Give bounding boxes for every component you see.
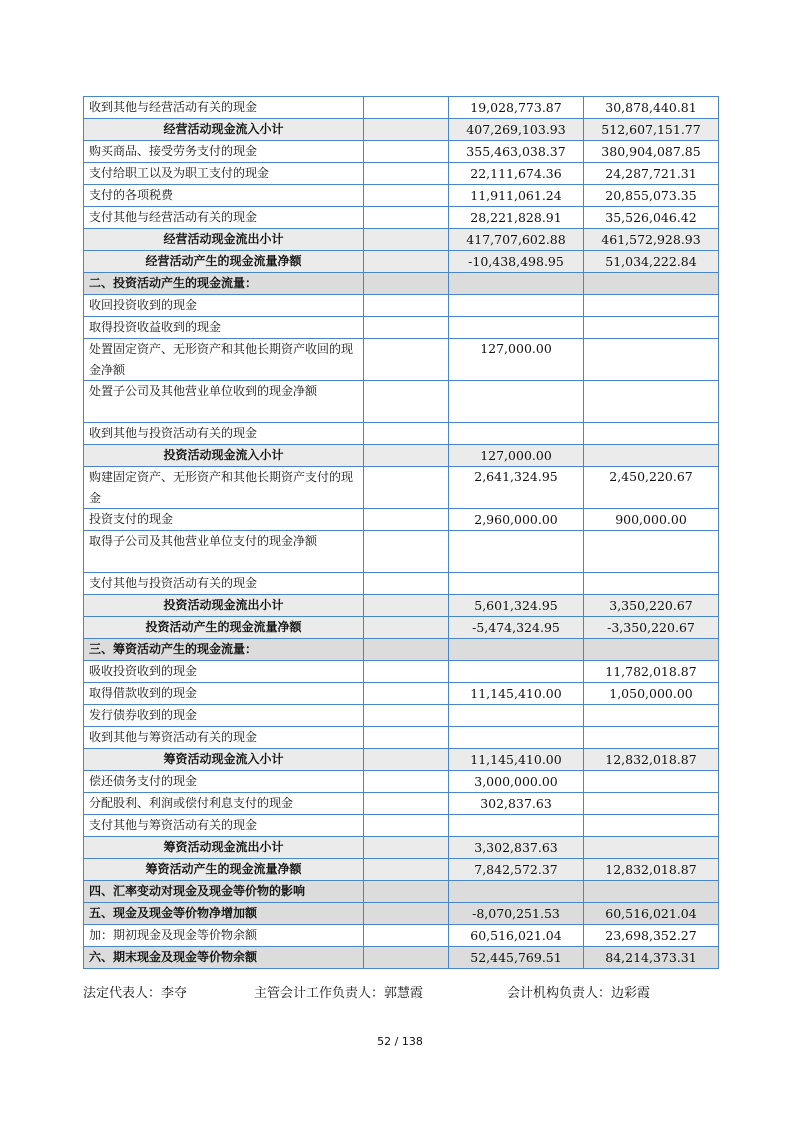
current-period-amount: 60,516,021.04 [449, 925, 584, 947]
previous-period-amount [584, 727, 719, 749]
previous-period-amount: 23,698,352.27 [584, 925, 719, 947]
current-period-amount [449, 423, 584, 445]
current-period-amount: -8,070,251.53 [449, 903, 584, 925]
previous-period-amount [584, 423, 719, 445]
note-cell [364, 339, 449, 381]
note-cell [364, 859, 449, 881]
current-period-amount [449, 531, 584, 573]
row-label: 支付其他与经营活动有关的现金 [84, 207, 364, 229]
table-row [84, 881, 719, 903]
previous-period-amount [584, 445, 719, 467]
current-period-amount: 127,000.00 [449, 445, 584, 467]
table-row [84, 815, 719, 837]
row-label: 支付给职工以及为职工支付的现金 [84, 163, 364, 185]
table-row [84, 163, 719, 185]
note-cell [364, 705, 449, 727]
previous-period-amount [584, 771, 719, 793]
current-period-amount: 28,221,828.91 [449, 207, 584, 229]
table-row [84, 509, 719, 531]
previous-period-amount [584, 573, 719, 595]
row-label: 收回投资收到的现金 [84, 295, 364, 317]
note-cell [364, 163, 449, 185]
current-period-amount [449, 381, 584, 423]
table-row [84, 639, 719, 661]
note-cell [364, 467, 449, 509]
row-label: 收到其他与投资活动有关的现金 [84, 423, 364, 445]
table-row [84, 531, 719, 573]
note-cell [364, 185, 449, 207]
table-row [84, 273, 719, 295]
note-cell [364, 639, 449, 661]
note-cell [364, 141, 449, 163]
table-row [84, 727, 719, 749]
note-cell [364, 573, 449, 595]
row-label: 购买商品、接受劳务支付的现金 [84, 141, 364, 163]
previous-period-amount [584, 815, 719, 837]
table-row [84, 837, 719, 859]
previous-period-amount [584, 339, 719, 381]
previous-period-amount: 12,832,018.87 [584, 749, 719, 771]
previous-period-amount: 380,904,087.85 [584, 141, 719, 163]
cash-flow-table-body [84, 97, 719, 969]
table-row [84, 317, 719, 339]
previous-period-amount: 12,832,018.87 [584, 859, 719, 881]
current-period-amount [449, 705, 584, 727]
current-period-amount [449, 639, 584, 661]
previous-period-amount: 35,526,046.42 [584, 207, 719, 229]
current-period-amount: 5,601,324.95 [449, 595, 584, 617]
row-label: 收到其他与经营活动有关的现金 [84, 97, 364, 119]
row-label: 吸收投资收到的现金 [84, 661, 364, 683]
note-cell [364, 295, 449, 317]
legal-representative: 法定代表人：李夺 [83, 986, 188, 1001]
current-period-amount: 7,842,572.37 [449, 859, 584, 881]
current-period-amount: 3,000,000.00 [449, 771, 584, 793]
previous-period-amount: 3,350,220.67 [584, 595, 719, 617]
row-label: 支付其他与筹资活动有关的现金 [84, 815, 364, 837]
note-cell [364, 925, 449, 947]
table-row [84, 859, 719, 881]
note-cell [364, 229, 449, 251]
table-row [84, 445, 719, 467]
row-label: 处置子公司及其他营业单位收到的现金净额 [84, 381, 364, 423]
row-label: 处置固定资产、无形资产和其他长期资产收回的现金净额 [84, 339, 364, 381]
table-row [84, 339, 719, 381]
current-period-amount: 3,302,837.63 [449, 837, 584, 859]
previous-period-amount: 30,878,440.81 [584, 97, 719, 119]
row-label: 取得投资收益收到的现金 [84, 317, 364, 339]
row-label: 投资活动现金流入小计 [84, 445, 364, 467]
row-label: 发行债券收到的现金 [84, 705, 364, 727]
current-period-amount: 417,707,602.88 [449, 229, 584, 251]
table-row [84, 573, 719, 595]
table-row [84, 423, 719, 445]
previous-period-amount: 512,607,151.77 [584, 119, 719, 141]
table-row [84, 251, 719, 273]
current-period-amount: 11,911,061.24 [449, 185, 584, 207]
row-label: 取得借款收到的现金 [84, 683, 364, 705]
previous-period-amount: 1,050,000.00 [584, 683, 719, 705]
previous-period-amount: 20,855,073.35 [584, 185, 719, 207]
cash-flow-table [83, 96, 719, 969]
previous-period-amount: 461,572,928.93 [584, 229, 719, 251]
current-period-amount: 19,028,773.87 [449, 97, 584, 119]
current-period-amount [449, 881, 584, 903]
previous-period-amount: 11,782,018.87 [584, 661, 719, 683]
current-period-amount [449, 573, 584, 595]
table-row [84, 467, 719, 509]
previous-period-amount: 2,450,220.67 [584, 467, 719, 509]
note-cell [364, 727, 449, 749]
note-cell [364, 815, 449, 837]
current-period-amount: 127,000.00 [449, 339, 584, 381]
note-cell [364, 837, 449, 859]
table-row [84, 595, 719, 617]
note-cell [364, 595, 449, 617]
note-cell [364, 531, 449, 573]
note-cell [364, 617, 449, 639]
table-row [84, 295, 719, 317]
row-label: 投资活动产生的现金流量净额 [84, 617, 364, 639]
page-number: 52 / 138 [377, 1035, 423, 1048]
note-cell [364, 381, 449, 423]
current-period-amount: 2,960,000.00 [449, 509, 584, 531]
current-period-amount: 11,145,410.00 [449, 683, 584, 705]
row-label: 六、期末现金及现金等价物余额 [84, 947, 364, 969]
current-period-amount [449, 273, 584, 295]
row-label: 筹资活动产生的现金流量净额 [84, 859, 364, 881]
note-cell [364, 97, 449, 119]
table-row [84, 947, 719, 969]
note-cell [364, 661, 449, 683]
current-period-amount [449, 317, 584, 339]
row-label: 经营活动现金流入小计 [84, 119, 364, 141]
previous-period-amount [584, 639, 719, 661]
note-cell [364, 749, 449, 771]
table-row [84, 793, 719, 815]
note-cell [364, 423, 449, 445]
table-row [84, 925, 719, 947]
table-row [84, 683, 719, 705]
table-row [84, 661, 719, 683]
table-row [84, 119, 719, 141]
table-row [84, 97, 719, 119]
row-label: 购建固定资产、无形资产和其他长期资产支付的现金 [84, 467, 364, 509]
previous-period-amount: 51,034,222.84 [584, 251, 719, 273]
current-period-amount: 22,111,674.36 [449, 163, 584, 185]
row-label: 取得子公司及其他营业单位支付的现金净额 [84, 531, 364, 573]
note-cell [364, 903, 449, 925]
row-label: 投资活动现金流出小计 [84, 595, 364, 617]
row-label: 二、投资活动产生的现金流量： [84, 273, 364, 295]
row-label: 经营活动现金流出小计 [84, 229, 364, 251]
current-period-amount: 302,837.63 [449, 793, 584, 815]
current-period-amount: 52,445,769.51 [449, 947, 584, 969]
previous-period-amount [584, 705, 719, 727]
current-period-amount [449, 661, 584, 683]
previous-period-amount [584, 531, 719, 573]
note-cell [364, 683, 449, 705]
table-row [84, 749, 719, 771]
table-row [84, 705, 719, 727]
table-row [84, 207, 719, 229]
row-label: 筹资活动现金流出小计 [84, 837, 364, 859]
current-period-amount [449, 727, 584, 749]
row-label: 五、现金及现金等价物净增加额 [84, 903, 364, 925]
previous-period-amount: -3,350,220.67 [584, 617, 719, 639]
note-cell [364, 317, 449, 339]
row-label: 收到其他与筹资活动有关的现金 [84, 727, 364, 749]
note-cell [364, 793, 449, 815]
row-label: 经营活动产生的现金流量净额 [84, 251, 364, 273]
previous-period-amount: 900,000.00 [584, 509, 719, 531]
row-label: 四、汇率变动对现金及现金等价物的影响 [84, 881, 364, 903]
row-label: 支付其他与投资活动有关的现金 [84, 573, 364, 595]
previous-period-amount [584, 381, 719, 423]
note-cell [364, 207, 449, 229]
current-period-amount: 11,145,410.00 [449, 749, 584, 771]
row-label: 偿还债务支付的现金 [84, 771, 364, 793]
current-period-amount [449, 295, 584, 317]
current-period-amount: 2,641,324.95 [449, 467, 584, 509]
table-row [84, 903, 719, 925]
table-row [84, 141, 719, 163]
table-row [84, 381, 719, 423]
note-cell [364, 251, 449, 273]
current-period-amount: -5,474,324.95 [449, 617, 584, 639]
table-row [84, 617, 719, 639]
table-row [84, 771, 719, 793]
current-period-amount: 355,463,038.37 [449, 141, 584, 163]
row-label: 投资支付的现金 [84, 509, 364, 531]
previous-period-amount [584, 793, 719, 815]
note-cell [364, 509, 449, 531]
current-period-amount: 407,269,103.93 [449, 119, 584, 141]
note-cell [364, 119, 449, 141]
accounting-dept-head: 会计机构负责人：边彩霞 [507, 986, 651, 1001]
row-label: 分配股利、利润或偿付利息支付的现金 [84, 793, 364, 815]
table-row [84, 185, 719, 207]
row-label: 加：期初现金及现金等价物余额 [84, 925, 364, 947]
current-period-amount: -10,438,498.95 [449, 251, 584, 273]
note-cell [364, 273, 449, 295]
previous-period-amount [584, 837, 719, 859]
row-label: 支付的各项税费 [84, 185, 364, 207]
previous-period-amount: 24,287,721.31 [584, 163, 719, 185]
row-label: 三、筹资活动产生的现金流量： [84, 639, 364, 661]
note-cell [364, 445, 449, 467]
note-cell [364, 771, 449, 793]
current-period-amount [449, 815, 584, 837]
previous-period-amount [584, 881, 719, 903]
note-cell [364, 947, 449, 969]
previous-period-amount [584, 317, 719, 339]
accounting-head: 主管会计工作负责人：郭慧霞 [254, 986, 424, 1001]
table-row [84, 229, 719, 251]
previous-period-amount [584, 295, 719, 317]
previous-period-amount [584, 273, 719, 295]
previous-period-amount: 60,516,021.04 [584, 903, 719, 925]
row-label: 筹资活动现金流入小计 [84, 749, 364, 771]
note-cell [364, 881, 449, 903]
previous-period-amount: 84,214,373.31 [584, 947, 719, 969]
